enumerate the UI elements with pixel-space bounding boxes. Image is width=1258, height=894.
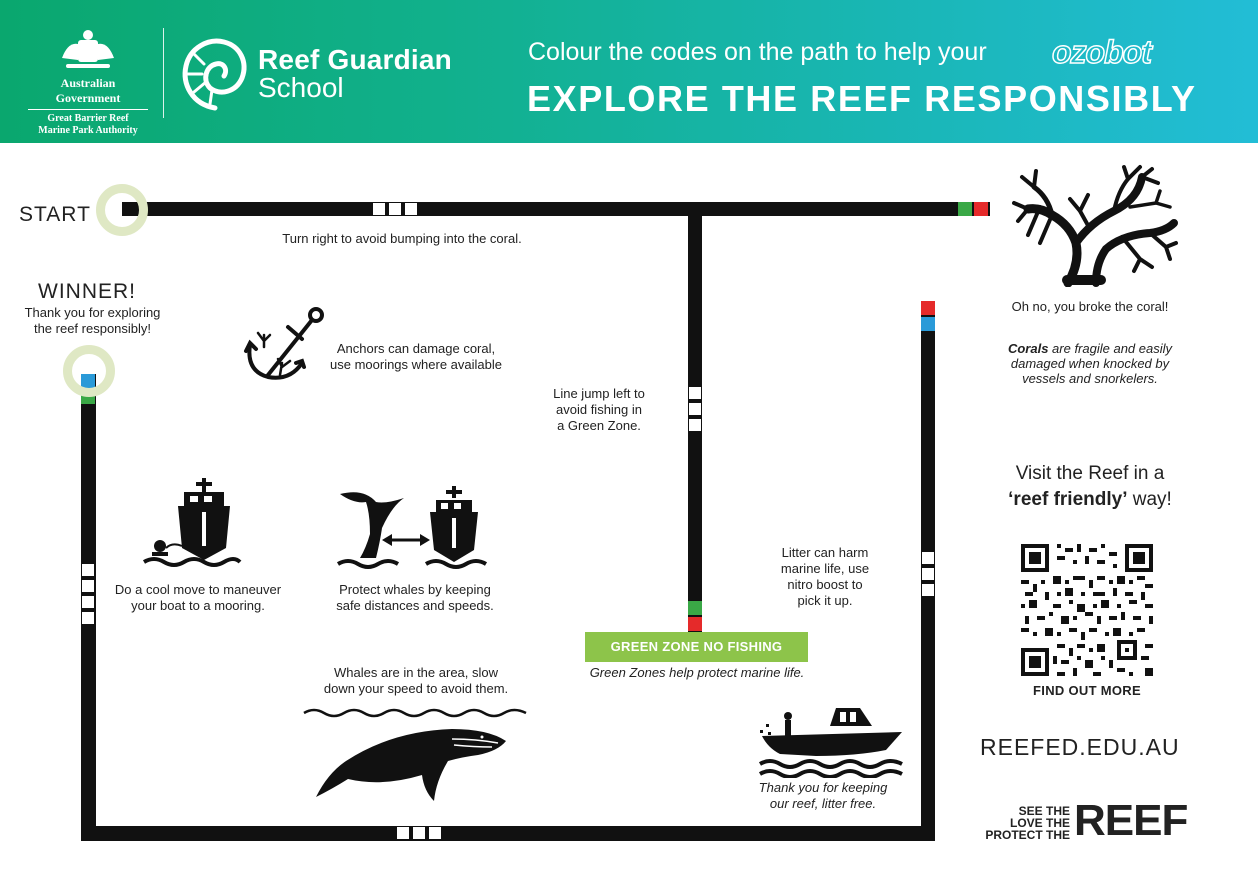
litter-boat-icon bbox=[756, 702, 906, 778]
start-ring bbox=[96, 184, 148, 236]
winner-note-line-2: the reef responsibly! bbox=[33, 321, 152, 336]
code-cell-left-2[interactable] bbox=[81, 579, 95, 593]
cool-move-text bbox=[102, 582, 294, 614]
code-cell-mid-red[interactable] bbox=[688, 617, 702, 631]
see-love-protect-logo bbox=[980, 796, 1200, 845]
cool-move-line-2: your boat to a mooring. bbox=[131, 598, 265, 613]
school-name bbox=[258, 46, 452, 102]
agency-name bbox=[28, 113, 148, 137]
green-zone-banner: GREEN ZONE NO FISHING bbox=[585, 632, 808, 662]
winner-label: WINNER! bbox=[38, 280, 136, 303]
code-cell-right-red[interactable] bbox=[921, 301, 935, 315]
whales-area-text bbox=[306, 665, 526, 697]
litter-line-1: Litter can harm bbox=[781, 545, 869, 560]
school-name-line-1: Reef Guardian bbox=[258, 44, 452, 75]
start-label: START bbox=[19, 203, 91, 226]
header-banner bbox=[0, 0, 1258, 143]
path-middle-vertical bbox=[688, 202, 702, 632]
slogan-line-3: PROTECT THE bbox=[985, 828, 1070, 842]
boat-mooring-icon bbox=[142, 476, 242, 572]
agency-line-1: Great Barrier Reef bbox=[47, 113, 129, 124]
header-subtitle: Colour the codes on the path to help your bbox=[528, 38, 987, 66]
winner-note-line-1: Thank you for exploring bbox=[24, 305, 161, 320]
code-cell-top-red[interactable] bbox=[974, 202, 988, 216]
visit-reef-text bbox=[990, 461, 1190, 513]
path-bottom bbox=[81, 826, 935, 841]
visit-line-2 bbox=[990, 487, 1190, 513]
corals-info-line-3: vessels and snorkelers. bbox=[1022, 371, 1158, 386]
anchors-text bbox=[318, 341, 514, 373]
government-logo bbox=[28, 28, 148, 137]
green-zone-note: Green Zones help protect marine life. bbox=[589, 665, 805, 680]
code-cell-mid-green[interactable] bbox=[688, 601, 702, 615]
line-jump-line-2: avoid fishing in bbox=[556, 402, 642, 417]
slogan-line-2: LOVE THE bbox=[1009, 816, 1070, 830]
government-name: Australian Government bbox=[28, 76, 148, 110]
code-cell-right-3[interactable] bbox=[921, 583, 935, 597]
visit-bold: ‘reef friendly’ bbox=[1008, 489, 1128, 510]
litter-line-4: pick it up. bbox=[797, 593, 853, 608]
code-cell-left-4[interactable] bbox=[81, 611, 95, 625]
protect-whales-line-2: safe distances and speeds. bbox=[336, 598, 494, 613]
code-cell-bottom-1[interactable] bbox=[396, 826, 410, 840]
code-cell-right-2[interactable] bbox=[921, 567, 935, 581]
code-cell-left-1[interactable] bbox=[81, 563, 95, 577]
ozobot-logo: ozobot bbox=[1052, 34, 1151, 70]
corals-info-line-2: damaged when knocked by bbox=[1010, 356, 1170, 371]
visit-rest: way! bbox=[1127, 489, 1172, 510]
website-link[interactable]: REEFED.EDU.AU bbox=[980, 734, 1180, 760]
slogan-lines bbox=[980, 805, 1070, 841]
corals-rest-1: are fragile and easily bbox=[1048, 341, 1173, 356]
corals-bold-word: Corals bbox=[1007, 341, 1049, 356]
cool-move-line-1: Do a cool move to maneuver bbox=[114, 582, 282, 597]
whale-icon bbox=[302, 703, 532, 807]
corals-info-text bbox=[990, 341, 1190, 386]
page-title: EXPLORE THE REEF RESPONSIBLY bbox=[527, 78, 1197, 119]
code-cell-bottom-2[interactable] bbox=[412, 826, 426, 840]
finish-ring bbox=[63, 345, 115, 397]
anchors-line-1: Anchors can damage coral, bbox=[336, 341, 496, 356]
turn-right-text: Turn right to avoid bumping into the coral. bbox=[282, 231, 522, 246]
coat-of-arms-icon bbox=[58, 28, 118, 72]
path-top bbox=[122, 202, 990, 216]
slogan-line-1: SEE THE bbox=[1018, 804, 1070, 818]
code-cell-top-green[interactable] bbox=[958, 202, 972, 216]
code-cell-mid-3[interactable] bbox=[688, 418, 702, 432]
litter-line-2: marine life, use bbox=[780, 561, 870, 576]
protect-whales-text bbox=[324, 582, 506, 614]
litter-thanks-line-1: Thank you for keeping bbox=[758, 780, 888, 795]
slogan-reef: REEF bbox=[1074, 796, 1188, 845]
corals-info-line-1 bbox=[990, 341, 1190, 356]
line-jump-text bbox=[553, 386, 645, 434]
code-cell-top-1[interactable] bbox=[372, 202, 386, 216]
code-cell-right-1[interactable] bbox=[921, 551, 935, 565]
header-divider bbox=[163, 28, 164, 118]
agency-line-2: Marine Park Authority bbox=[38, 125, 138, 136]
reef-guardian-shell-icon bbox=[180, 34, 250, 112]
visit-line-1: Visit the Reef in a bbox=[1015, 463, 1165, 484]
protect-whales-line-1: Protect whales by keeping bbox=[339, 582, 491, 597]
school-name-line-2: School bbox=[258, 72, 344, 103]
find-out-more-link[interactable]: FIND OUT MORE bbox=[1033, 683, 1141, 698]
litter-thanks-line-2: our reef, litter free. bbox=[769, 796, 877, 811]
code-cell-bottom-3[interactable] bbox=[428, 826, 442, 840]
litter-thanks-text bbox=[748, 780, 898, 812]
line-jump-line-1: Line jump left to bbox=[553, 386, 645, 401]
whales-area-line-2: down your speed to avoid them. bbox=[323, 681, 509, 696]
code-cell-top-2[interactable] bbox=[388, 202, 402, 216]
whale-tail-boat-icon bbox=[336, 484, 490, 574]
anchor-coral-icon bbox=[240, 305, 330, 387]
whales-area-line-1: Whales are in the area, slow bbox=[333, 665, 499, 680]
code-cell-left-3[interactable] bbox=[81, 595, 95, 609]
anchors-line-2: use moorings where available bbox=[330, 357, 502, 372]
litter-line-3: nitro boost to bbox=[787, 577, 863, 592]
winner-note bbox=[10, 305, 175, 337]
code-cell-right-blue[interactable] bbox=[921, 317, 935, 331]
line-jump-line-3: a Green Zone. bbox=[557, 418, 641, 433]
broke-coral-text: Oh no, you broke the coral! bbox=[1011, 299, 1169, 314]
litter-text bbox=[779, 545, 871, 609]
code-cell-top-3[interactable] bbox=[404, 202, 418, 216]
coral-icon bbox=[1010, 163, 1180, 287]
qr-code-icon[interactable] bbox=[1021, 544, 1153, 676]
code-cell-mid-1[interactable] bbox=[688, 386, 702, 400]
code-cell-mid-2[interactable] bbox=[688, 402, 702, 416]
